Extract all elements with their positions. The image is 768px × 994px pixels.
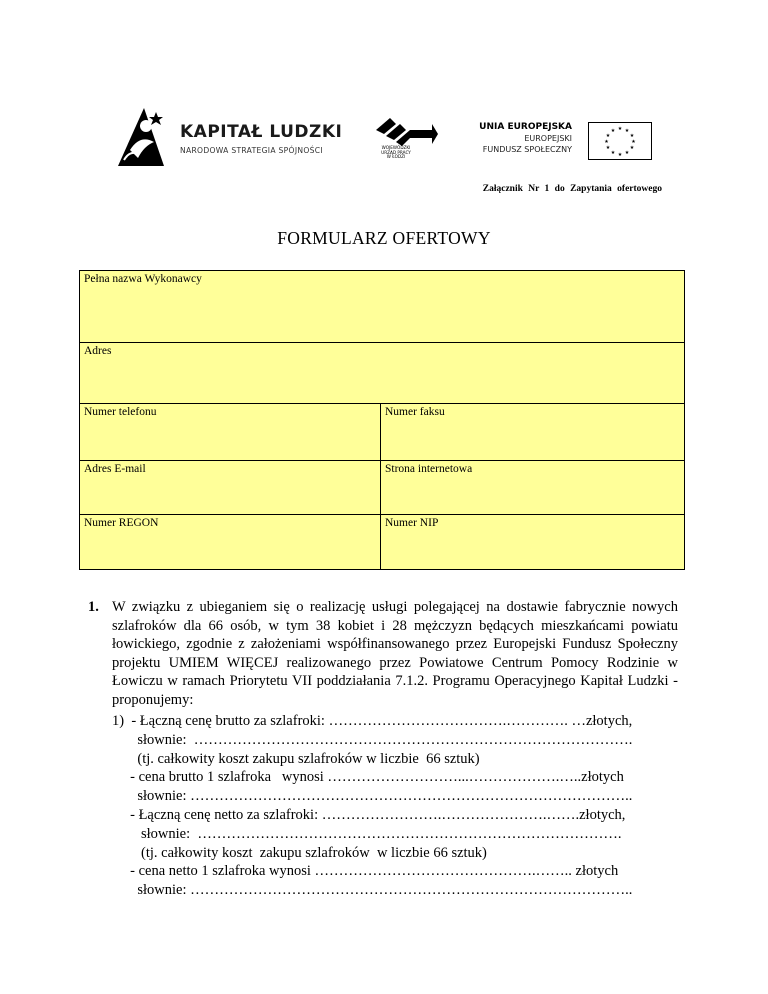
full-name-label: Pełna nazwa Wykonawcy [84, 273, 202, 285]
svg-text:★: ★ [610, 128, 616, 134]
eu-logo-line1: UNIA EUROPEJSKA [479, 122, 572, 132]
eu-flag-icon [588, 122, 652, 160]
svg-text:★: ★ [617, 126, 623, 132]
section-text: W związku z ubieganiem się o realizację usługi polegającej na dostawie fabrycznie nowych szlafroków dla 66 osób, w tym 38 kobiet i 28 mężczyzn będących mieszkańcami powiatu łowickiego, zgodnie z założeniami współfinansowanego przez Europejski Fundusz Społeczny projektu UMIEM WIĘCEJ realizowanego przez Powiatowe Centrum Pomocy Rodzinie w Łowiczu w ramach Priorytetu VII poddziałania 7.1.2. Programu Operacyjnego Kapitał Ludzki - proponujemy: [112, 599, 678, 708]
offer-line: słownie: ……………………………………………………………………………….. [112, 788, 633, 805]
kapital-ludzki-title: KAPITAŁ LUDZKI [180, 122, 343, 142]
offer-line: (tj. całkowity koszt zakupu szlafroków w liczbie 66 sztuk) [112, 844, 487, 861]
contractor-info-table [79, 270, 685, 570]
svg-text:★: ★ [605, 145, 611, 151]
wup-caption-line: WOJEWÓDZKI [381, 145, 411, 150]
regon-label: Numer REGON [84, 517, 159, 529]
eu-logo [480, 122, 652, 160]
eu-logo-line2: EUROPEJSKI [524, 134, 572, 143]
kapital-ludzki-logo [116, 106, 346, 168]
offer-line: 1) - Łączną cenę brutto za szlafroki: ……………………………….…………. …złotych, [112, 713, 633, 729]
offer-line: - Łączną cenę netto za szlafroki: …………………….………………….…….złotych, [112, 806, 626, 823]
svg-text:★: ★ [629, 133, 635, 139]
page-title: FORMULARZ OFERTOWY [277, 228, 491, 248]
svg-text:★: ★ [631, 139, 636, 145]
full-name-field[interactable] [80, 271, 685, 343]
svg-text:★: ★ [605, 133, 611, 139]
fax-field[interactable] [381, 404, 685, 461]
eu-logo-line3: FUNDUSZ SPOŁECZNY [482, 145, 572, 154]
fax-label: Numer faksu [385, 406, 445, 418]
offer-line: (tj. całkowity koszt zakupu szlafroków w liczbie 66 sztuk) [112, 750, 480, 767]
offer-line: - cena netto 1 szlafroka wynosi ……………………………………….…….. złotych [112, 863, 619, 880]
kapital-ludzki-emblem-icon [116, 106, 178, 168]
offer-line: słownie: ……………………………………………………………………………….. [112, 882, 633, 899]
nip-field[interactable] [381, 515, 685, 570]
offer-price-list [112, 712, 682, 900]
offer-line: słownie: ………………………………………………………………………………. [112, 731, 633, 748]
offer-line: słownie: ……………………………………………………………………………. [112, 825, 622, 842]
email-field[interactable] [80, 461, 381, 515]
section-number: 1. [88, 599, 99, 615]
svg-text:★: ★ [624, 150, 630, 156]
svg-text:★: ★ [604, 139, 609, 145]
regon-field[interactable] [80, 515, 381, 570]
nip-label: Numer NIP [385, 517, 439, 529]
arrows-emblem-icon [374, 116, 438, 148]
offer-line: - cena brutto 1 szlafroka wynosi ………………………...……………….…..złotych [112, 769, 624, 786]
wup-caption [374, 146, 418, 160]
kapital-ludzki-subtitle: NARODOWA STRATEGIA SPÓJNOŚCI [180, 146, 323, 155]
wup-caption-line: W ŁODZI [386, 154, 406, 160]
website-label: Strona internetowa [385, 463, 473, 475]
address-label: Adres [84, 345, 112, 357]
phone-label: Numer telefonu [84, 406, 157, 418]
phone-field[interactable] [80, 404, 381, 461]
svg-text:★: ★ [624, 128, 630, 134]
attachment-note: Załącznik Nr 1 do Zapytania ofertowego [482, 184, 662, 194]
svg-text:★: ★ [617, 152, 623, 158]
wup-logo [374, 116, 438, 160]
address-field[interactable] [80, 343, 685, 404]
email-label: Adres E-mail [84, 463, 146, 475]
website-field[interactable] [381, 461, 685, 515]
section-1 [88, 598, 678, 709]
svg-text:★: ★ [610, 150, 616, 156]
svg-text:★: ★ [629, 145, 635, 151]
wup-caption-line: URZĄD PRACY [381, 149, 411, 155]
